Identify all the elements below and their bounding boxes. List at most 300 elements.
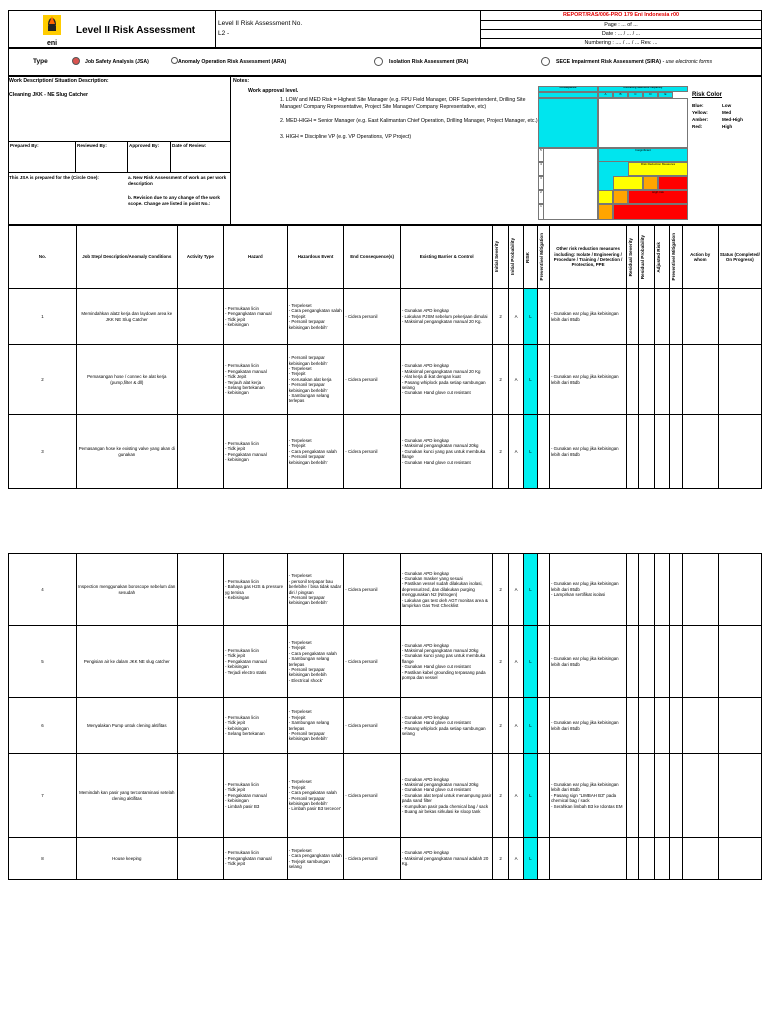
row-activity-type [177, 345, 223, 415]
risk-color-red-value: High [722, 124, 733, 129]
matrix-row-1-label: 1 [540, 204, 542, 208]
matrix-row-2 [538, 190, 544, 204]
row-hazard-line: - Permukaan licin [224, 440, 259, 446]
row-residual-severity [627, 345, 639, 415]
matrix-row-5-label: 5 [540, 148, 542, 152]
prepared-row-top [8, 141, 230, 142]
risk-color-amber [692, 117, 708, 123]
table-row [9, 754, 762, 838]
row-hazardous-event-line: - Terpeleset [288, 303, 312, 309]
row-hazardous-event [287, 626, 344, 698]
row-hazard-line: - Pengakatan manual [224, 451, 267, 457]
row-hazard [223, 754, 287, 838]
row-existing-barrier [400, 554, 493, 626]
row-hazardous-event-line: - Terpeleset [288, 438, 312, 444]
matrix-category-strip [538, 98, 598, 148]
row-hazardous-event-line: - Personil terpapar kebisingan berlebih' [288, 454, 328, 465]
row-hazardous-event [287, 415, 344, 489]
row-hazard-line: - Permukaan licin [224, 305, 259, 311]
row-hazard-line: - kebisingan [224, 798, 249, 804]
row-adjusted-risk [654, 838, 669, 880]
row-no: 1 [9, 289, 77, 345]
row-hazard-line: - Tidk jepit [224, 446, 245, 452]
row-existing-barrier-line: - Gunakan APD lengkap [401, 308, 449, 314]
row-hazard-line: - Selang bertekanan [224, 384, 265, 390]
col-adjusted-risk [654, 226, 669, 289]
row-end-consequence: - Cidera personil [344, 345, 401, 415]
row-end-consequence: - Cidera personil [344, 554, 401, 626]
row-hazard-line: - Pengangkatan manual [224, 311, 272, 317]
row-hazard-line: - Limbah pasir B3 [224, 803, 260, 809]
row-hazard-line: - Pengakatan manual [224, 792, 267, 798]
option-b: b. Revision due to any change of the work scope. Change are listed in point No.: [128, 195, 220, 206]
row-existing-barrier [400, 838, 493, 880]
option-a: a. New Risk Assessment of work as per work description [128, 175, 227, 186]
row-hazard-line: - Pengangkatan manual [224, 855, 272, 861]
row-risk: L [524, 838, 537, 880]
row-adjusted-risk [654, 415, 669, 489]
col-preventive-2-label: Preventive/ Mitigation [671, 233, 677, 281]
radio-jsa[interactable] [72, 57, 80, 65]
matrix-row-1 [538, 204, 544, 220]
row-risk: L [524, 698, 537, 754]
report-code: REPORT/RAS/006-PRO 179 Eni Indonesia r00 [563, 12, 679, 18]
row-hazardous-event-line: - Sambungan selang terlepas [288, 720, 330, 731]
header-line-a [480, 20, 762, 21]
col-initial-severity [493, 226, 508, 289]
row-hazardous-event-line: - Cara pengakatan salah [288, 650, 337, 656]
row-status [718, 345, 761, 415]
row-status [718, 554, 761, 626]
row-action-by [682, 289, 718, 345]
row-hazardous-event-line: - Electrical shock' [288, 677, 323, 683]
type-label: Type [33, 58, 48, 65]
row-hazard-line: - Permukaan licin [224, 714, 259, 720]
row-existing-barrier-line: - Gunakan APD lengkap [401, 850, 449, 856]
row-residual-probability [639, 754, 654, 838]
row-hazard-line: - Tidk jepit [224, 316, 245, 322]
row-other-measures-line: - Gunakan ear plug jika kebisingan lebih dari 85db [550, 782, 619, 793]
row-hazardous-event-line: - Terjepit [288, 784, 306, 790]
row-existing-barrier-line: - Pastikan kabel grounding terpasang pada pompa dan vessel [401, 669, 486, 680]
row-other-measures-line: - Gunakan ear plug jika kebisingan lebih dari 85db [550, 374, 619, 385]
row-hazard-line: - Terjauh alat kerja [224, 379, 262, 385]
row-hazard-line: - Bahaya gas H2S & pressure yg tersisa [224, 584, 284, 595]
row-hazard-line: - Tidk jepit [224, 861, 245, 867]
approved-by-label: Approved By: [129, 143, 160, 148]
row-existing-barrier-line: - Gunakan APD lengkap [401, 714, 449, 720]
row-action-by [682, 754, 718, 838]
row-no: 4 [9, 554, 77, 626]
row-hazardous-event-line: - Cara pengakatan salah [288, 448, 337, 454]
matrix-zone-red-3 [613, 204, 688, 220]
approval-line-1: 1. LOW and MED Risk = Highest Site Manager (e.g. FPU Field Manager, ORF Superintendent, Drilling Site Manager/ Company Representative, Project Site Manager/ Company Representative, etc) [280, 97, 526, 110]
row-hazardous-event-line: - Personil terpapar kebisingan berlebih' [288, 594, 328, 606]
row-hazardous-event-line: - Personil terpapar kebisingan berlebih' [288, 382, 328, 393]
row-hazard-line: - kebisingan [224, 390, 249, 396]
risk-color-yellow-value: Med [722, 110, 732, 115]
row-status [718, 838, 761, 880]
col-preventive-2 [670, 226, 682, 289]
row-existing-barrier-line: - Gunakan APD lengkap [401, 642, 449, 648]
row-hazardous-event-line: - Cara pengangkatan salah [288, 308, 342, 314]
row-status [718, 415, 761, 489]
radio-sira[interactable] [541, 57, 550, 66]
row-risk: L [524, 345, 537, 415]
row-hazard-line: - Pengakatan manual [224, 368, 267, 374]
row-adjusted-risk [654, 754, 669, 838]
matrix-col-b-label: B [619, 92, 622, 96]
matrix-rows-left [538, 148, 598, 220]
row-residual-severity [627, 626, 639, 698]
work-desc-label: Work Description/ Situation Description: [9, 78, 109, 84]
col-residual-probability [639, 226, 654, 289]
matrix-insignificant-label: Insignificant [635, 148, 651, 152]
row-initial-severity: 2 [493, 754, 508, 838]
row-existing-barrier [400, 345, 493, 415]
col-action-by: Action by whom [682, 226, 718, 289]
col-no: No. [9, 226, 77, 289]
col-initial-probability [508, 226, 523, 289]
ra-number-label: Level II Risk Assessment No. [218, 20, 303, 27]
row-hazard [223, 289, 287, 345]
matrix-zone-amber-1 [643, 176, 658, 190]
table-row [9, 415, 762, 489]
row-end-consequence: - Cidera personil [344, 754, 401, 838]
row-existing-barrier-line: - Pasang whiplock pada setiap sambungan selang [401, 725, 486, 736]
row-residual-probability [639, 345, 654, 415]
matrix-insignificant [598, 148, 688, 162]
row-other-measures [549, 838, 626, 880]
work-desc-value: Cleaning JKK - NE Slug Catcher [9, 92, 88, 98]
row-hazardous-event-line: - Personil terpapar kebisingan berlebih' [288, 355, 328, 366]
row-hazard-line: - Tidk jepit [224, 720, 245, 726]
row-initial-severity: 2 [493, 415, 508, 489]
row-preventive-2 [670, 626, 682, 698]
table-row [9, 838, 762, 880]
ra-number-value: L2 - [218, 30, 230, 37]
row-hazardous-event-line: - Cara pengangkatan salah [288, 853, 342, 859]
row-existing-barrier [400, 415, 493, 489]
col-preventive-label: Preventive/ Mitigation [538, 233, 544, 281]
col-other-measures: Other risk reduction measures including: Isolate / Engineering / Procedure / Training / Detection / Protection, PPE [549, 226, 626, 289]
col-job-step: Job Step/ Description/Anomaly Conditions [76, 226, 177, 289]
reviewed-by-label: Reviewed By: [77, 143, 107, 148]
row-end-consequence: - Cidera personil [344, 289, 401, 345]
row-hazard [223, 838, 287, 880]
col-hazardous-event: Hazardous Event [287, 226, 344, 289]
row-hazard-line: - Kebisingan [224, 594, 250, 600]
jsa-table-page-2 [8, 553, 762, 880]
row-other-measures [549, 698, 626, 754]
row-existing-barrier-line: - Lakukan gas test oleh AGT monitas area & lampirkan Gas Test Checklist [401, 597, 488, 608]
row-initial-probability: A [508, 345, 523, 415]
row-adjusted-risk [654, 626, 669, 698]
matrix-row-5 [538, 148, 544, 162]
row-hazardous-event [287, 754, 344, 838]
radio-ira-label: Isolation Risk Assessment (IRA) [389, 59, 469, 65]
row-existing-barrier-line: - Maksimal pengangkatan manual 20kg [401, 443, 479, 449]
prepared-for-label: This JSA is prepared for the (Circle One): [9, 175, 99, 180]
row-hazard-line: - Permukaan licin [224, 782, 259, 788]
row-existing-barrier-line: - Gunakan APD lengkap [401, 438, 449, 444]
row-existing-barrier-line: - Lakukan PJSM sebelum pekerjaan dimulai [401, 313, 488, 319]
row-other-measures [549, 415, 626, 489]
row-hazard-line: - Permukaan licin [224, 850, 259, 856]
row-risk: L [524, 754, 537, 838]
row-initial-probability: A [508, 838, 523, 880]
row-activity-type [177, 415, 223, 489]
row-residual-severity [627, 754, 639, 838]
prep-div-2 [127, 141, 128, 172]
matrix-probability-title: Increasing likelihood frequency [623, 86, 663, 89]
row-preventive [537, 838, 549, 880]
row-initial-probability: A [508, 626, 523, 698]
matrix-row-4-label: 4 [540, 162, 542, 166]
prep-div-1 [75, 141, 76, 172]
row-activity-type [177, 626, 223, 698]
row-initial-severity: 2 [493, 626, 508, 698]
approval-line-2: 2. MED-HIGH = Senior Manager (e.g. East Kalimantan Chief Operation, Drilling Manager, Project Manager, etc.) [280, 118, 538, 124]
radio-sira-label: SECE Impairment Risk Assessment (SIRA) - use electronic forms [556, 59, 713, 65]
row-no: 5 [9, 626, 77, 698]
row-existing-barrier [400, 289, 493, 345]
risk-color-yellow-label: Yellow: [692, 110, 708, 115]
eni-logo-icon [43, 15, 61, 35]
table-row [9, 698, 762, 754]
col-residual-severity [627, 226, 639, 289]
risk-color-amber-value: Med-High [722, 117, 743, 122]
row-no: 3 [9, 415, 77, 489]
row-other-measures-line: - Gunakan ear plug jika kebisingan lebih dari 85db [550, 581, 619, 592]
row-hazardous-event-line: - Personil terpapar kebisingan berlebih' [288, 319, 328, 330]
row-existing-barrier-line: - Pasang whiplock pada setiap sambungan selang [401, 379, 486, 390]
row-hazard-line: - kebisingan [224, 456, 249, 462]
row-hazard-line: - Tidk jepit [224, 653, 245, 659]
risk-color-red-label: Red: [692, 124, 703, 129]
row-risk: L [524, 554, 537, 626]
row-job-step: Menyalakan Pump untuk clening aktifitas [76, 698, 177, 754]
row-residual-severity [627, 554, 639, 626]
matrix-zone-med [628, 162, 688, 176]
prepared-row-bottom [8, 172, 230, 173]
risk-color-yellow [692, 110, 708, 116]
risk-color-title: Risk Color [692, 92, 723, 98]
matrix-desc-strip [598, 98, 688, 148]
row-preventive [537, 754, 549, 838]
row-other-measures-line: - Gunakan ear plug jika kebisingan lebih dari 85db [550, 656, 619, 667]
row-preventive [537, 698, 549, 754]
row-job-step: Pemasangan hose ke existing valve yang akan di gunakan [76, 415, 177, 489]
row-existing-barrier-line: - Gunakan Hand glove cut resistant [401, 390, 471, 396]
row-residual-severity [627, 698, 639, 754]
row-hazardous-event-line: - Terjepit sambungan selang [288, 858, 330, 869]
row-hazard [223, 698, 287, 754]
risk-color-red [692, 124, 702, 130]
matrix-consequence-title: Consequence [559, 86, 577, 89]
col-residual-probability-label: Residual Probability [640, 234, 646, 280]
row-preventive-2 [670, 754, 682, 838]
row-hazard [223, 554, 287, 626]
row-initial-probability: A [508, 415, 523, 489]
col-risk [524, 226, 537, 289]
row-hazardous-event-line: - Terpeleset [288, 640, 312, 645]
row-other-measures-line: - Gunakan ear plug jika kebisingan lebih dari 85db [550, 446, 619, 457]
row-other-measures [549, 754, 626, 838]
row-existing-barrier-line: - Gunakan APD lengkap [401, 363, 449, 369]
date-line: Date : ... / ... / ... [601, 31, 641, 37]
row-residual-probability [639, 415, 654, 489]
row-end-consequence: - Cidera personil [344, 415, 401, 489]
col-preventive [537, 226, 549, 289]
row-hazardous-event [287, 289, 344, 345]
row-hazardous-event [287, 554, 344, 626]
row-initial-severity: 2 [493, 838, 508, 880]
row-job-step: Memindah kan pasir yang tercontaminasi setelah clening aktifitas [76, 754, 177, 838]
row-residual-probability [639, 626, 654, 698]
row-hazardous-event-line: - Personil terpapar kebisingan berlebih' [288, 730, 328, 742]
radio-ara[interactable] [171, 57, 178, 64]
approval-line-3: 3. HIGH = Discipline VP (e.g. VP Operations, VP Project) [280, 134, 412, 140]
row-no: 2 [9, 345, 77, 415]
row-other-measures-line: - Lampirkan sertifikat isolasi [550, 592, 606, 598]
col-initial-probability-label: Initial Probability [509, 238, 515, 276]
row-preventive [537, 554, 549, 626]
row-adjusted-risk [654, 554, 669, 626]
row-risk: L [524, 626, 537, 698]
risk-matrix [538, 86, 688, 220]
col-initial-severity-label: Initial Severity [494, 241, 500, 273]
row-hazard [223, 345, 287, 415]
row-preventive [537, 289, 549, 345]
radio-jsa-label: Job Safety Analysis (JSA) [85, 59, 149, 65]
row-adjusted-risk [654, 289, 669, 345]
risk-color-blue-label: Blue: [692, 103, 704, 108]
row-hazardous-event-line: - Terpeleset [288, 366, 312, 372]
row-existing-barrier-line: - Gunakan kunci yang pas untuk membuka flange [401, 448, 486, 460]
matrix-row-4 [538, 162, 544, 176]
row-hazard [223, 415, 287, 489]
row-existing-barrier-line: - Buang air bekas sirkulasi ke sloop tank [401, 808, 481, 814]
matrix-col-d-label: D [649, 92, 652, 96]
row-hazardous-event-line: - Terjepit [288, 645, 306, 651]
row-preventive-2 [670, 415, 682, 489]
row-job-step: Pengisian air ke dalam JKK NE slug catcher [76, 626, 177, 698]
row-residual-severity [627, 838, 639, 880]
row-other-measures [549, 289, 626, 345]
row-adjusted-risk [654, 698, 669, 754]
row-hazardous-event-line: - Terjepit [288, 714, 306, 720]
row-residual-probability [639, 554, 654, 626]
row-other-measures [549, 345, 626, 415]
row-hazardous-event-line: - Sambungan selang terlepas [288, 392, 330, 404]
row-existing-barrier-line: - Gunakan Hand glove cut resistant [401, 720, 471, 726]
row-existing-barrier-line: - Maksimal pengangkatan manual 20 Kg. [401, 319, 482, 325]
col-existing-barrier: Existing Barrier & Control [400, 226, 493, 289]
sira-note: - use electronic forms [662, 59, 713, 65]
row-adjusted-risk [654, 345, 669, 415]
row-end-consequence: - Cidera personil [344, 838, 401, 880]
date-of-review-label: Date of Review: [172, 143, 207, 148]
row-hazard-line: - Permukaan licin [224, 648, 259, 654]
row-hazardous-event-line: - personil terpapar bau berlebihe / bisa tidak sadar diri / pingsan [288, 578, 342, 595]
radio-ira[interactable] [374, 57, 383, 66]
table-row [9, 289, 762, 345]
row-hazard-line: - Permukaan licin [224, 578, 259, 584]
row-hazardous-event-line: - Terpeleset [288, 573, 312, 579]
row-hazardous-event [287, 838, 344, 880]
row-other-measures-line: - Pasang sign "LIMBAH B3" pada chemical bag / sack [550, 792, 617, 804]
table-row [9, 345, 762, 415]
table-row [9, 626, 762, 698]
info-divider [230, 76, 231, 225]
col-residual-severity-label: Residual Severity [628, 237, 634, 277]
row-no: 7 [9, 754, 77, 838]
row-job-step: Memindahkan alat2 kerja dan laydown area ke JKK NE Slug Catcher [76, 289, 177, 345]
row-action-by [682, 626, 718, 698]
row-existing-barrier [400, 698, 493, 754]
row-activity-type [177, 698, 223, 754]
row-hazardous-event [287, 345, 344, 415]
row-hazardous-event-line: - Personil terpapar kebisingan berlebih [288, 666, 327, 678]
row-hazardous-event-line: - Terpeleset [288, 709, 312, 715]
row-preventive-2 [670, 289, 682, 345]
row-hazard-line: - Pengakatan manual [224, 658, 267, 664]
risk-color-blue [692, 103, 703, 109]
prepared-by-label: Prepared By: [10, 143, 39, 148]
matrix-zone-med-2 [613, 176, 643, 190]
row-job-step: Pemasangan hose / connec ke alat kerja (pump,filter & dll) [76, 345, 177, 415]
row-no: 6 [9, 698, 77, 754]
row-existing-barrier-line: - Pastikan vessel sudah dilakukan isolasi, depressurized, dan dilakukan purging menggunakan N2 (Nitrogen) [401, 581, 483, 598]
row-action-by [682, 698, 718, 754]
row-initial-probability: A [508, 754, 523, 838]
matrix-col-e-label: E [664, 92, 667, 96]
eni-logo-text: eni [46, 40, 58, 47]
row-activity-type [177, 289, 223, 345]
jsa-table-page-1 [8, 225, 762, 489]
row-hazardous-event-line: - Kerusakan alat kerja [288, 376, 332, 382]
table-row [9, 554, 762, 626]
col-hazard: Hazard [223, 226, 287, 289]
row-residual-probability [639, 838, 654, 880]
row-preventive-2 [670, 345, 682, 415]
risk-color-blue-value: Low [722, 103, 732, 108]
row-risk: L [524, 415, 537, 489]
row-activity-type [177, 554, 223, 626]
row-hazardous-event-line: - Terpeleset [288, 779, 312, 785]
matrix-high-label: High risk [652, 190, 664, 194]
row-other-measures-line: - Gunakan ear plug jika kebisingan lebih dari 85db [550, 720, 619, 731]
col-status: Status (Completed/ On Progress) [718, 226, 761, 289]
row-existing-barrier-line: - Gunakan APD lengkap [401, 776, 449, 782]
row-existing-barrier-line: - Gunakan Hand glove cut resistant [401, 787, 471, 793]
row-end-consequence: - Cidera personil [344, 626, 401, 698]
row-initial-probability: A [508, 289, 523, 345]
row-existing-barrier-line: - Alat kerja di ikat dengan kuat [401, 374, 461, 380]
col-end-consequence: End Consequence(s) [344, 226, 401, 289]
risk-color-amber-label: Amber: [692, 117, 709, 122]
row-existing-barrier-line: - Maksimal pengangkatan manual 20 Kg [401, 368, 481, 374]
row-existing-barrier-line: - Gunakan Hand glove cut resistant [401, 664, 471, 670]
row-preventive [537, 415, 549, 489]
row-job-step: House keeping [76, 838, 177, 880]
row-existing-barrier-line: - Gunakan kunci yang pas untuk membuka flange [401, 653, 486, 664]
matrix-col-c-label: C [634, 92, 637, 96]
row-hazard-line: - kebisingan [224, 725, 249, 731]
table-header-row [9, 226, 762, 289]
row-status [718, 698, 761, 754]
